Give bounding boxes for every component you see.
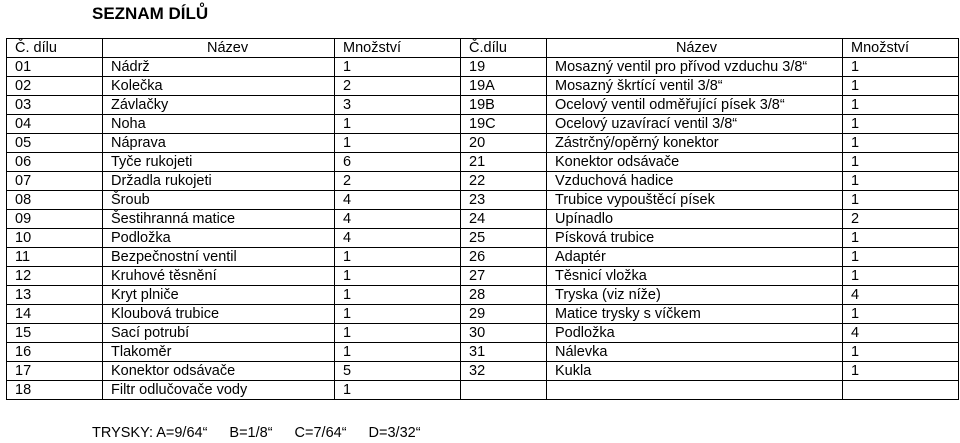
part-name: Konektor odsávače xyxy=(103,362,335,381)
quantity: 1 xyxy=(335,381,461,400)
quantity-2: 1 xyxy=(843,153,959,172)
part-name-2: Adaptér xyxy=(547,248,843,267)
quantity-2: 1 xyxy=(843,343,959,362)
part-no-2 xyxy=(461,381,547,400)
table-row xyxy=(7,153,959,172)
part-name-2: Vzduchová hadice xyxy=(547,172,843,191)
table-row xyxy=(7,77,959,96)
part-name: Sací potrubí xyxy=(103,324,335,343)
quantity: 1 xyxy=(335,267,461,286)
part-name-2: Ocelový uzavírací ventil 3/8“ xyxy=(547,115,843,134)
quantity-2: 1 xyxy=(843,96,959,115)
header-quantity-2: Množství xyxy=(843,39,959,58)
quantity-2: 1 xyxy=(843,58,959,77)
nozzle-c: C=7/64“ xyxy=(294,425,347,441)
part-name-2: Kukla xyxy=(547,362,843,381)
part-no: 06 xyxy=(7,153,103,172)
part-no-2: 25 xyxy=(461,229,547,248)
part-name: Podložka xyxy=(103,229,335,248)
part-no: 18 xyxy=(7,381,103,400)
part-name-2: Nálevka xyxy=(547,343,843,362)
quantity: 6 xyxy=(335,153,461,172)
part-name: Závlačky xyxy=(103,96,335,115)
table-row xyxy=(7,210,959,229)
parts-table xyxy=(6,38,959,400)
part-name-2: Tryska (viz níže) xyxy=(547,286,843,305)
part-no-2: 26 xyxy=(461,248,547,267)
quantity: 1 xyxy=(335,305,461,324)
part-no-2: 24 xyxy=(461,210,547,229)
part-name: Kolečka xyxy=(103,77,335,96)
part-no-2: 21 xyxy=(461,153,547,172)
part-name: Noha xyxy=(103,115,335,134)
part-no: 03 xyxy=(7,96,103,115)
part-name: Držadla rukojeti xyxy=(103,172,335,191)
quantity-2: 4 xyxy=(843,286,959,305)
part-no: 16 xyxy=(7,343,103,362)
part-no: 09 xyxy=(7,210,103,229)
table-row xyxy=(7,286,959,305)
part-no-2: 28 xyxy=(461,286,547,305)
table-row xyxy=(7,115,959,134)
header-name: Název xyxy=(103,39,335,58)
part-name-2: Zástrčný/opěrný konektor xyxy=(547,134,843,153)
table-row xyxy=(7,362,959,381)
quantity: 3 xyxy=(335,96,461,115)
quantity-2: 2 xyxy=(843,210,959,229)
quantity: 1 xyxy=(335,248,461,267)
part-no: 13 xyxy=(7,286,103,305)
part-no: 10 xyxy=(7,229,103,248)
table-row xyxy=(7,229,959,248)
part-no: 14 xyxy=(7,305,103,324)
quantity: 1 xyxy=(335,343,461,362)
part-name: Kruhové těsnění xyxy=(103,267,335,286)
part-no-2: 22 xyxy=(461,172,547,191)
part-name: Náprava xyxy=(103,134,335,153)
part-no: 02 xyxy=(7,77,103,96)
part-no: 07 xyxy=(7,172,103,191)
part-name-2: Těsnicí vložka xyxy=(547,267,843,286)
part-no: 17 xyxy=(7,362,103,381)
part-no-2: 31 xyxy=(461,343,547,362)
nozzle-d: D=3/32“ xyxy=(368,425,421,441)
part-no-2: 23 xyxy=(461,191,547,210)
table-row xyxy=(7,324,959,343)
part-name-2: Konektor odsávače xyxy=(547,153,843,172)
part-no-2: 20 xyxy=(461,134,547,153)
part-name: Tlakoměr xyxy=(103,343,335,362)
table-row xyxy=(7,305,959,324)
part-name: Šestihranná matice xyxy=(103,210,335,229)
nozzle-b: B=1/8“ xyxy=(229,425,273,441)
quantity: 2 xyxy=(335,172,461,191)
part-no-2: 32 xyxy=(461,362,547,381)
header-part-no: Č. dílu xyxy=(7,39,103,58)
table-row xyxy=(7,343,959,362)
part-name-2: Písková trubice xyxy=(547,229,843,248)
part-name: Tyče rukojeti xyxy=(103,153,335,172)
part-name: Filtr odlučovače vody xyxy=(103,381,335,400)
quantity: 1 xyxy=(335,58,461,77)
quantity: 5 xyxy=(335,362,461,381)
nozzle-sizes-line xyxy=(92,425,443,441)
quantity-2: 1 xyxy=(843,267,959,286)
header-part-no-2: Č.dílu xyxy=(461,39,547,58)
table-row xyxy=(7,134,959,153)
part-name-2: Matice trysky s víčkem xyxy=(547,305,843,324)
quantity-2: 4 xyxy=(843,324,959,343)
table-row xyxy=(7,58,959,77)
part-no: 05 xyxy=(7,134,103,153)
quantity: 4 xyxy=(335,210,461,229)
part-no: 12 xyxy=(7,267,103,286)
part-name-2 xyxy=(547,381,843,400)
quantity-2: 1 xyxy=(843,305,959,324)
quantity: 1 xyxy=(335,286,461,305)
table-row xyxy=(7,96,959,115)
part-name: Kloubová trubice xyxy=(103,305,335,324)
part-no-2: 29 xyxy=(461,305,547,324)
table-row xyxy=(7,191,959,210)
quantity: 1 xyxy=(335,134,461,153)
part-no: 15 xyxy=(7,324,103,343)
quantity-2: 1 xyxy=(843,134,959,153)
quantity-2: 1 xyxy=(843,362,959,381)
table-row xyxy=(7,381,959,400)
part-no: 01 xyxy=(7,58,103,77)
quantity-2 xyxy=(843,381,959,400)
nozzle-a: TRYSKY: A=9/64“ xyxy=(92,425,208,441)
part-no: 04 xyxy=(7,115,103,134)
table-header-row xyxy=(7,39,959,58)
part-name-2: Mosazný ventil pro přívod vzduchu 3/8“ xyxy=(547,58,843,77)
part-no-2: 27 xyxy=(461,267,547,286)
quantity: 2 xyxy=(335,77,461,96)
part-no: 08 xyxy=(7,191,103,210)
quantity-2: 1 xyxy=(843,115,959,134)
quantity: 4 xyxy=(335,191,461,210)
part-name-2: Ocelový ventil odměřující písek 3/8“ xyxy=(547,96,843,115)
part-name: Šroub xyxy=(103,191,335,210)
part-no-2: 19B xyxy=(461,96,547,115)
quantity-2: 1 xyxy=(843,248,959,267)
part-name-2: Mosazný škrtící ventil 3/8“ xyxy=(547,77,843,96)
header-name-2: Název xyxy=(547,39,843,58)
header-quantity: Množství xyxy=(335,39,461,58)
quantity-2: 1 xyxy=(843,77,959,96)
quantity: 1 xyxy=(335,115,461,134)
part-name-2: Upínadlo xyxy=(547,210,843,229)
quantity-2: 1 xyxy=(843,191,959,210)
quantity: 4 xyxy=(335,229,461,248)
part-no-2: 19C xyxy=(461,115,547,134)
table-row xyxy=(7,248,959,267)
table-row xyxy=(7,267,959,286)
quantity-2: 1 xyxy=(843,229,959,248)
part-no-2: 19 xyxy=(461,58,547,77)
part-no: 11 xyxy=(7,248,103,267)
part-no-2: 19A xyxy=(461,77,547,96)
quantity-2: 1 xyxy=(843,172,959,191)
part-no-2: 30 xyxy=(461,324,547,343)
part-name: Bezpečnostní ventil xyxy=(103,248,335,267)
part-name: Kryt plniče xyxy=(103,286,335,305)
part-name: Nádrž xyxy=(103,58,335,77)
part-name-2: Trubice vypouštěcí písek xyxy=(547,191,843,210)
quantity: 1 xyxy=(335,324,461,343)
part-name-2: Podložka xyxy=(547,324,843,343)
table-row xyxy=(7,172,959,191)
page-title: SEZNAM DÍLŮ xyxy=(92,4,209,23)
